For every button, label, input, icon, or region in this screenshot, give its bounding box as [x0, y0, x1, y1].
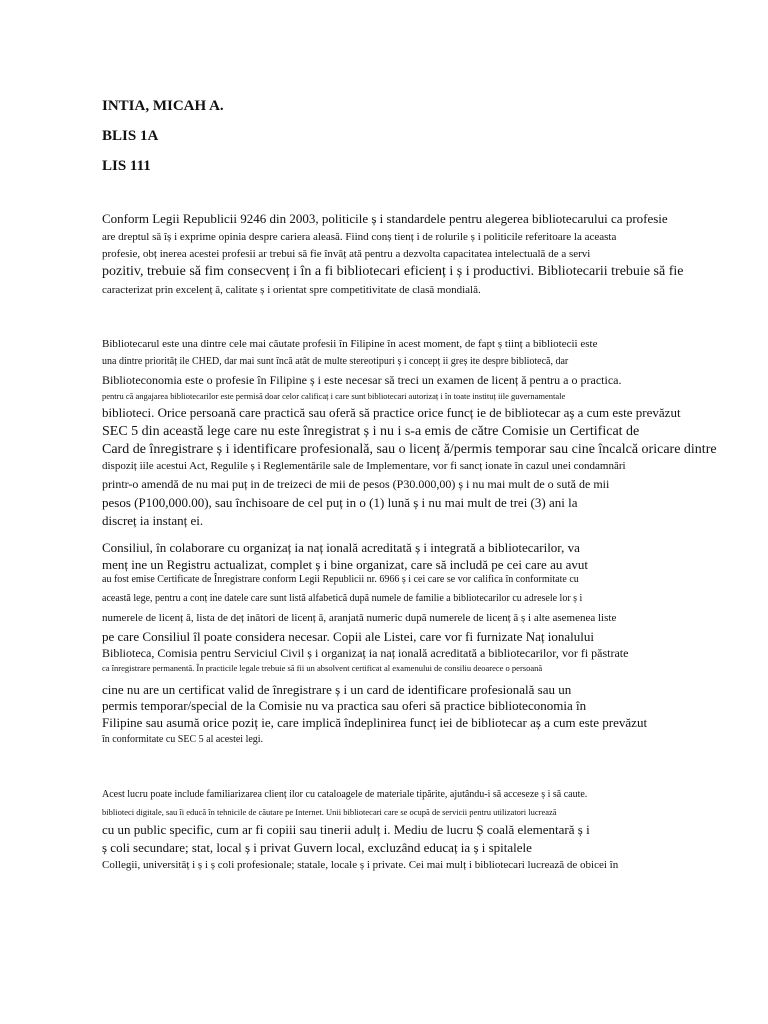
text-line: biblioteci. Orice persoană care practică sau oferă să practice orice funcț ie de bibliotecar aș a cum este prevăzut	[102, 405, 681, 420]
author-name: INTIA, MICAH A.	[102, 98, 224, 114]
text-line: are dreptul să îș i exprime opinia despre cariera aleasă. Fiind conș tienț i de rolurile ș i politicile referitoare la aceasta	[102, 231, 617, 243]
text-line: discreț ia instanț ei.	[102, 513, 204, 528]
text-line: pentru că angajarea bibliotecarilor este permisă doar celor calificaț i care sunt bibliotecari autorizaț i în toate instituț iile guvernamentale	[102, 391, 566, 401]
text-line: Conform Legii Republicii 9246 din 2003, politicile ș i standardele pentru alegerea bibliotecarului ca profesie	[102, 211, 668, 226]
text-line: Consiliul, în colaborare cu organizaț ia naț ională acreditată ș i integrată a bibliotecarilor, va	[102, 540, 580, 555]
program-label: BLIS 1A	[102, 128, 159, 144]
text-line: menț ine un Registru actualizat, complet ș i bine organizat, care să includă pe cei care au avut	[102, 557, 588, 572]
text-line: pozitiv, trebuie să fim consecvenț i în a fi bibliotecari eficienț i ș i productivi. Bibliotecarii trebuie să fie	[102, 264, 684, 279]
text-line: au fost emise Certificate de Înregistrare conform Legii Republicii nr. 6966 ș i cei care se vor califica în conformitate cu	[102, 574, 579, 585]
text-line: permis temporar/special de la Comisie nu va practica sau oferi să practice biblioteconomia în	[102, 698, 587, 713]
text-line: această lege, pentru a conț ine datele care sunt listă alfabetică după numele de familie a bibliotecarilor cu adresele lor ș i	[102, 593, 583, 604]
text-line: ca înregistrare permanentă. În practicile legale trebuie să fii un absolvent certificat al examenului de consiliu deoarece o persoană	[102, 663, 543, 673]
text-line: ș coli secundare; stat, local ș i privat Guvern local, excluzând educaț ia ș i spitalele	[102, 840, 532, 855]
text-line: biblioteci digitale, sau îi educă în tehnicile de căutare pe Internet. Unii bibliotecari care se ocupă de servicii pentru utilizatori lucrează	[102, 807, 557, 817]
text-line: cine nu are un certificat valid de înregistrare ș i un card de identificare profesională sau un	[102, 682, 572, 697]
text-line: Filipine sau asumă orice poziț ie, care implică îndeplinirea funcț iei de bibliotecar aș a cum este prevăzut	[102, 715, 648, 730]
text-line: profesie, obț inerea acestei profesii ar trebui să fie învăț ată pentru a dezvolta capacitatea intelectuală de a servi	[102, 248, 591, 260]
text-line: Bibliotecarul este una dintre cele mai căutate profesii în Filipine în acest moment, de fapt ș tiinț a bibliotecii este	[102, 338, 598, 350]
text-line: SEC 5 din această lege care nu este înregistrat ș i nu i s-a emis de către Comisie un Certificat de	[102, 424, 640, 439]
text-line: una dintre priorităț ile CHED, dar mai sunt încă atât de multe stereotipuri ș i concepț ii greș ite despre bibliotecă, dar	[102, 356, 569, 367]
course-label: LIS 111	[102, 158, 151, 174]
text-line: Biblioteconomia este o profesie în Filipine ș i este necesar să treci un examen de licenț ă pentru a o practica.	[102, 373, 622, 387]
text-line: pe care Consiliul îl poate considera necesar. Copii ale Listei, care vor fi furnizate Naț ionalului	[102, 629, 595, 644]
text-line: caracterizat prin excelenț ă, calitate ș i orientat spre competitivitate de clasă mondială.	[102, 284, 481, 296]
text-line: Collegii, universităț i ș i ș coli profesionale; statale, locale ș i private. Cei mai mulț i bibliotecari lucrează de obicei în	[102, 859, 619, 871]
text-line: dispoziț iile acestui Act, Regulile ș i Reglementările sale de Implementare, vor fi sancț ionate în cazul unei condamnări	[102, 460, 626, 472]
text-line: Card de înregistrare ș i identificare profesională, sau o licenț ă/permis temporar sau cine încalcă oricare dintre	[102, 442, 717, 457]
text-line: numerele de licenț ă, lista de deț inători de licenț ă, aranjată numeric după numerele de licenț ă ș i alte asemenea liste	[102, 612, 617, 624]
text-line: în conformitate cu SEC 5 al acestei legi.	[102, 734, 264, 745]
text-line: Biblioteca, Comisia pentru Serviciul Civil ș i organizaț ia naț ională acreditată a bibliotecarilor, vor fi păstrate	[102, 646, 629, 660]
text-line: pesos (P100,000.00), sau închisoare de cel puț in o (1) lună ș i nu mai mult de trei (3) ani la	[102, 495, 578, 510]
text-line: printr-o amendă de nu mai puț in de treizeci de mii de pesos (P30.000,00) ș i nu mai mult de o sută de mii	[102, 477, 610, 491]
text-line: Acest lucru poate include familiarizarea clienț ilor cu cataloagele de materiale tipărite, ajutându-i să acceseze ș i să caute.	[102, 789, 588, 800]
text-line: cu un public specific, cum ar fi copiii sau tinerii adulț i. Mediu de lucru Ș coală elementară ș i	[102, 822, 590, 837]
